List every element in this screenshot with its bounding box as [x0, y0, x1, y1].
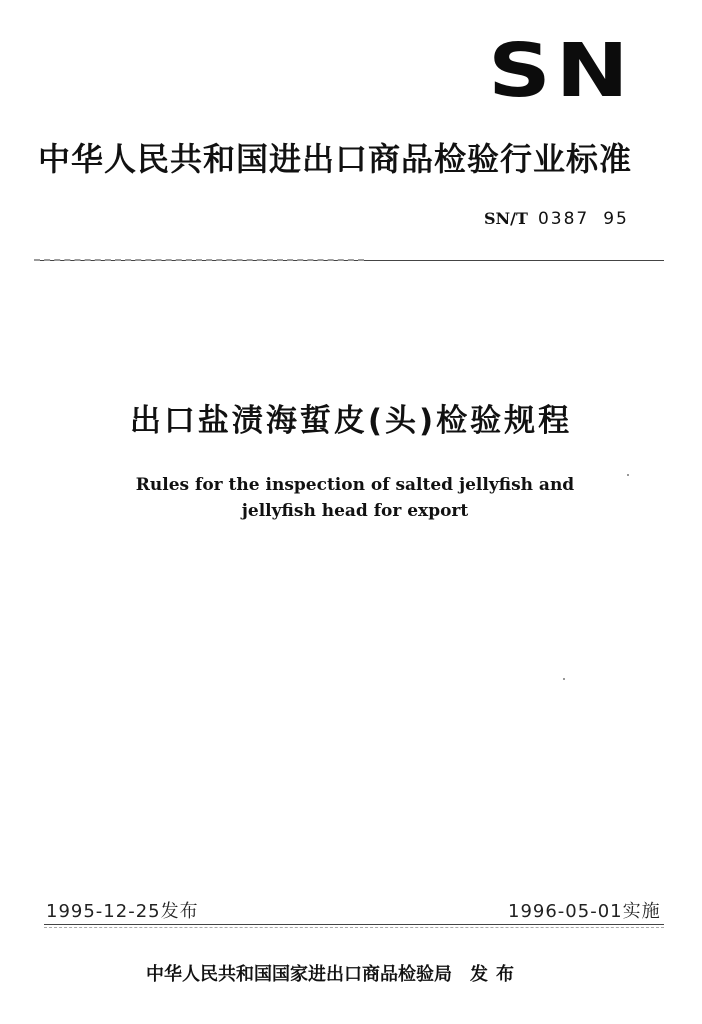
scan-speck [627, 474, 629, 476]
footer-divider-dashed [44, 927, 664, 928]
standard-number [484, 209, 629, 229]
standard-code: SN/T [484, 209, 528, 228]
issue-date: 1995-12-25发布 [46, 901, 199, 922]
standard-year: 95 [603, 209, 629, 229]
english-title-line-2: jellyfish head for export [241, 501, 469, 521]
implementation-date: 1996-05-01实施 [508, 901, 661, 922]
sn-logo: SN [488, 28, 634, 114]
document-title-english [0, 472, 702, 524]
english-title-line-1: Rules for the inspection of salted jellyfish and [135, 475, 575, 495]
publish-action: 发布 [470, 964, 522, 985]
publisher-name: 中华人民共和国国家进出口商品检验局 [146, 964, 452, 985]
header-divider-dashed [34, 259, 364, 261]
publisher-line [146, 962, 522, 988]
footer-divider [44, 924, 664, 925]
scan-speck [563, 678, 565, 680]
document-title-chinese: 出口盐渍海蜇皮(头)检验规程 [129, 403, 573, 439]
standard-serial: 0387 [537, 209, 590, 229]
organization-title: 中华人民共和国进出口商品检验行业标准 [38, 140, 633, 178]
